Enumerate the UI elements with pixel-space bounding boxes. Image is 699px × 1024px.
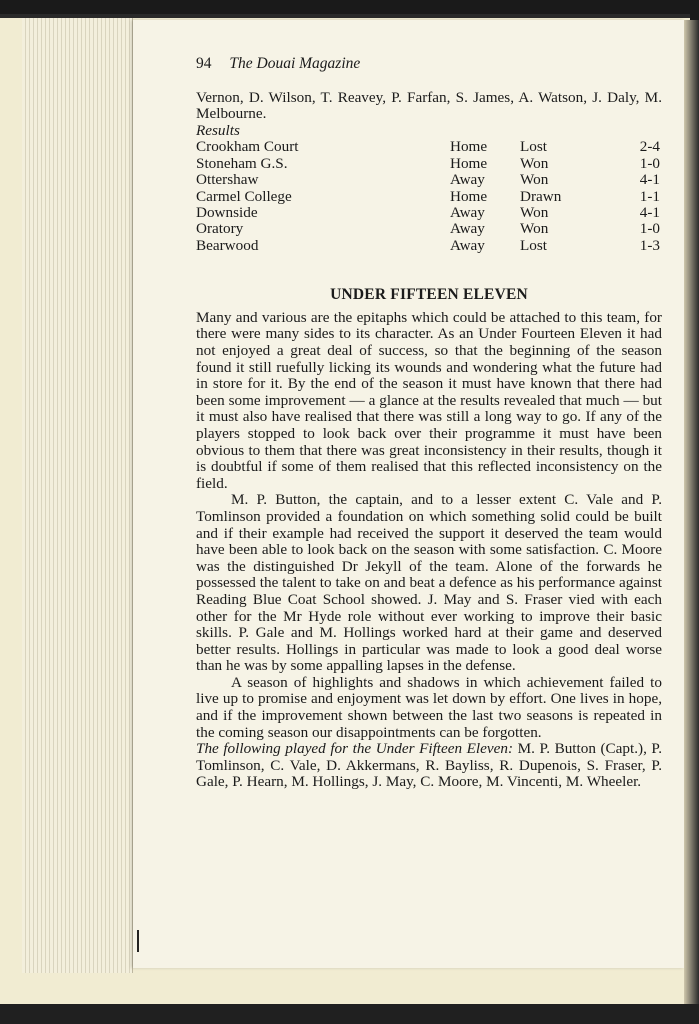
- page-stack: [22, 18, 133, 973]
- page-number: 94: [196, 55, 212, 72]
- team-cell: Stoneham G.S.: [196, 154, 288, 172]
- section-title: UNDER FIFTEEN ELEVEN: [330, 286, 528, 304]
- magazine-title: The Douai Magazine: [229, 55, 361, 72]
- outcome-cell: Lost: [520, 138, 548, 156]
- results-label: Results: [196, 121, 240, 139]
- outcome-cell: Won: [520, 220, 549, 238]
- players-list: M. P. Button (Capt.), P. Tomlinson, C. Vale, D. Akkermans, R. Bayliss, R. Dupenois, S. Fraser, P. Gale, P. Hearn, M. Hollings, J. May, C. Moore, M. Vincenti, M. Wheeler.: [196, 740, 662, 791]
- outcome-cell: Drawn: [520, 187, 562, 205]
- venue-cell: Away: [450, 171, 485, 189]
- intro-paragraph: Vernon, D. Wilson, T. Reavey, P. Farfan, S. James, A. Watson, J. Daly, M. Melbourne.: [196, 88, 662, 123]
- outcome-cell: Won: [520, 171, 549, 189]
- results-table: [196, 139, 660, 254]
- table-row: [196, 221, 660, 237]
- score-cell: 4-1: [639, 171, 660, 189]
- body-paragraph: M. P. Button, the captain, and to a lesser extent C. Vale and P. Tomlinson provided a foundation on which something solid could be built and if their example had received the support it deserved the team would have been able to look back on the season with some satisfaction. C. Moore was the distinguished Dr Jekyll of the team. Alone of the forwards he possessed the talent to take on and beat a defence as his performance against Reading Blue Coat School showed. J. May and S. Fraser vied with each other for the Mr Hyde role without ever working to improve their basic skills. P. Gale and M. Hollings worked hard at their game and deserved better results. Hollings in particular was made to look a good deal worse than he was by some appalling lapses in the defense.: [196, 491, 662, 675]
- team-cell: Oratory: [196, 220, 244, 238]
- venue-cell: Away: [450, 220, 485, 238]
- table-row: [196, 238, 660, 254]
- venue-cell: Away: [450, 236, 485, 254]
- body-paragraph: Many and various are the epitaphs which could be attached to this team, for there were many sides to its character. As an Under Fourteen Eleven it had not enjoyed a great deal of success, so that the beginning of the season found it still ruefully licking its wounds and wondering what the future had in store for it. By the end of the season it must have known that there had been some improvement — a glance at the results revealed that much — but it must also have realised that there was still a long way to go. If any of the players stopped to look back over their programme it must have been obvious to them that there was great inconsistency in their results, though it is doubtful if some of them realised that this reflected inconsistency on the field.: [196, 308, 662, 492]
- outcome-cell: Won: [520, 154, 549, 172]
- team-cell: Carmel College: [196, 187, 292, 205]
- score-cell: 1-0: [639, 220, 660, 238]
- score-cell: 1-0: [639, 154, 660, 172]
- outcome-cell: Lost: [520, 236, 548, 254]
- table-row: [196, 189, 660, 205]
- outcome-cell: Won: [520, 204, 549, 221]
- venue-cell: Home: [450, 138, 488, 156]
- team-cell: Downside: [196, 204, 258, 221]
- score-cell: 4-1: [639, 204, 660, 221]
- ink-mark: [137, 930, 139, 952]
- players-paragraph: [196, 741, 662, 791]
- table-row: [196, 172, 660, 188]
- team-cell: Crookham Court: [196, 138, 299, 156]
- book-right-edge: [684, 20, 699, 1010]
- players-label: The following played for the Under Fifteen Eleven:: [196, 740, 514, 758]
- score-cell: 1-3: [639, 236, 660, 254]
- score-cell: 2-4: [639, 138, 660, 156]
- venue-cell: Away: [450, 204, 485, 221]
- venue-cell: Home: [450, 187, 488, 205]
- venue-cell: Home: [450, 154, 488, 172]
- page-content: [196, 56, 662, 791]
- table-row: [196, 139, 660, 155]
- table-row: [196, 205, 660, 221]
- running-header: [196, 56, 662, 73]
- score-cell: 1-1: [639, 187, 660, 205]
- team-cell: Bearwood: [196, 236, 259, 254]
- table-row: [196, 156, 660, 172]
- background-strip: [0, 1004, 699, 1024]
- team-cell: Ottershaw: [196, 171, 259, 189]
- body-paragraph: A season of highlights and shadows in which achievement failed to live up to promise and enjoyment was let down by effort. One lives in hope, and if the improvement shown between the last two seasons is repeated in the coming season our disappointments can be forgotten.: [196, 673, 662, 741]
